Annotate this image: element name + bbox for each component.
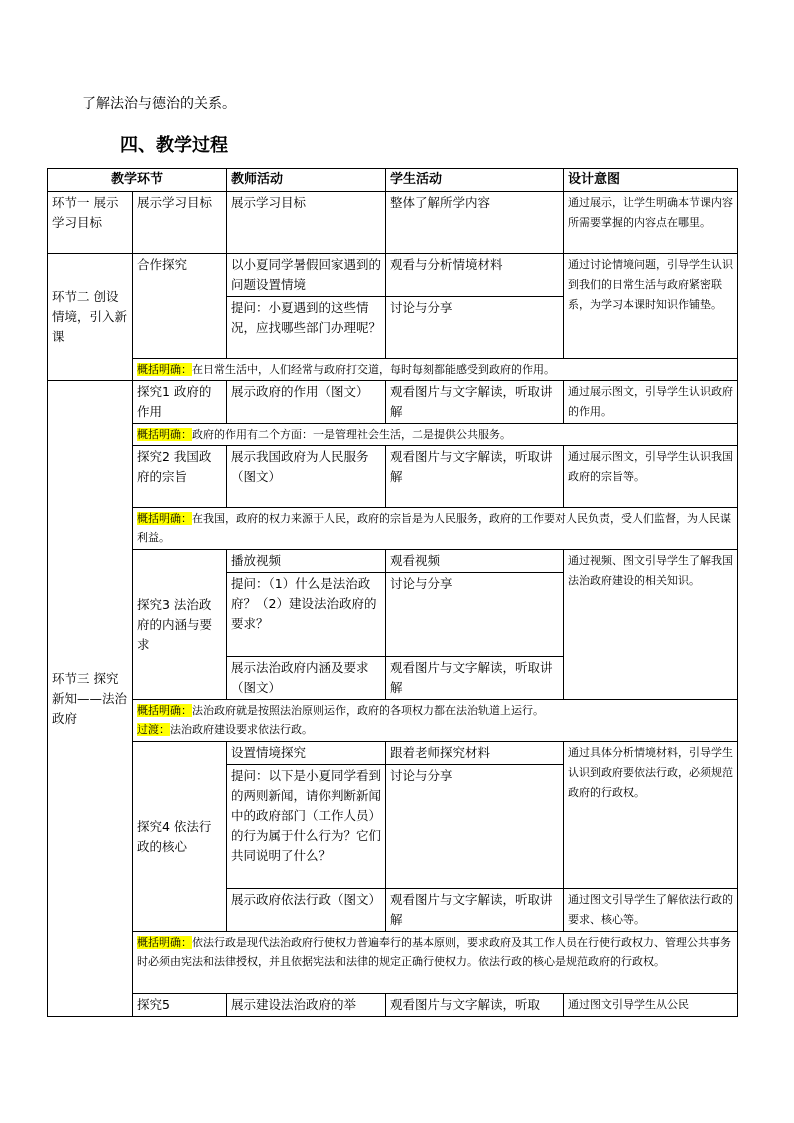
explore5-student: 观看图片与文字解读，听取	[386, 994, 564, 1017]
stage2-intent: 通过讨论情境问题，引导学生认识到我们的日常生活与政府紧密联系，为学习本课时知识作铺垫。	[564, 254, 738, 359]
explore3-intent: 通过视频、图文引导学生了解我国法治政府建设的相关知识。	[564, 550, 738, 700]
explore4-student-3: 观看图片与文字解读，听取讲解	[386, 889, 564, 932]
stage2-name: 环节二 创设情境，引入新课	[48, 254, 133, 381]
table-row	[48, 742, 738, 765]
table-row	[48, 359, 738, 381]
explore3-student-2: 讨论与分享	[386, 573, 564, 657]
explore2-student: 观看图片与文字解读，听取讲解	[386, 446, 564, 508]
explore2-teacher: 展示我国政府为人民服务（图文）	[227, 446, 386, 508]
header-intent: 设计意图	[564, 169, 738, 192]
stage2-sub: 合作探究	[133, 254, 227, 359]
summary-text: 在日常生活中，人们经常与政府打交道，每时每刻都能感受到政府的作用。	[192, 363, 555, 376]
explore4-student-2: 讨论与分享	[386, 765, 564, 889]
transition-label: 过渡：	[137, 723, 170, 736]
explore2-sub: 探究2 我国政府的宗旨	[133, 446, 227, 508]
header-stage: 教学环节	[48, 169, 227, 192]
transition-text: 法治政府建设要求依法行政。	[170, 723, 313, 736]
explore1-sub: 探究1 政府的作用	[133, 381, 227, 424]
teaching-process-table	[47, 168, 738, 1017]
intro-line: 了解法治与德治的关系。	[82, 96, 236, 112]
explore3-summary	[133, 700, 738, 742]
stage1-teacher: 展示学习目标	[227, 192, 386, 254]
summary-label: 概括明确：	[137, 704, 192, 717]
stage1-intent: 通过展示，让学生明确本节课内容所需要掌握的内容点在哪里。	[564, 192, 738, 254]
stage2-summary	[133, 359, 738, 381]
header-student: 学生活动	[386, 169, 564, 192]
table-row	[48, 254, 738, 297]
summary-label: 概括明确：	[137, 428, 192, 441]
explore1-student: 观看图片与文字解读，听取讲解	[386, 381, 564, 424]
explore4-teacher-3: 展示政府依法行政（图文）	[227, 889, 386, 932]
summary-label: 概括明确：	[137, 512, 192, 525]
explore1-summary	[133, 424, 738, 446]
table-header-row	[48, 169, 738, 192]
table-row	[48, 192, 738, 254]
stage1-student: 整体了解所学内容	[386, 192, 564, 254]
table-row	[48, 424, 738, 446]
stage2-student-2: 讨论与分享	[386, 297, 564, 359]
explore5-teacher: 展示建设法治政府的举	[227, 994, 386, 1017]
explore2-intent: 通过展示图文，引导学生认识我国政府的宗旨等。	[564, 446, 738, 508]
explore3-teacher-1: 播放视频	[227, 550, 386, 573]
table-row	[48, 994, 738, 1017]
summary-label: 概括明确：	[137, 936, 192, 949]
explore5-sub: 探究5	[133, 994, 227, 1017]
stage2-teacher-2: 提问：小夏遇到的这些情况，应找哪些部门办理呢？	[227, 297, 386, 359]
summary-label: 概括明确：	[137, 363, 192, 376]
stage2-student-1: 观看与分析情境材料	[386, 254, 564, 297]
summary-text: 政府的作用有二个方面：一是管理社会生活，二是提供公共服务。	[192, 428, 511, 441]
table-row	[48, 932, 738, 994]
header-teacher: 教师活动	[227, 169, 386, 192]
explore1-intent: 通过展示图文，引导学生认识政府的作用。	[564, 381, 738, 424]
explore2-summary	[133, 508, 738, 550]
explore4-intent-2: 通过图文引导学生了解依法行政的要求、核心等。	[564, 889, 738, 932]
table-row	[48, 550, 738, 573]
explore1-teacher: 展示政府的作用（图文）	[227, 381, 386, 424]
table-row	[48, 446, 738, 508]
explore3-sub: 探究3 法治政府的内涵与要求	[133, 550, 227, 700]
stage3-name: 环节三 探究新知——法治政府	[48, 381, 133, 1017]
stage1-name: 环节一 展示学习目标	[48, 192, 133, 254]
summary-text: 法治政府就是按照法治原则运作，政府的各项权力都在法治轨道上运行。	[192, 704, 544, 717]
explore3-student-3: 观看图片与文字解读，听取讲解	[386, 657, 564, 700]
explore3-teacher-2: 提问：（1）什么是法治政府？（2）建设法治政府的要求？	[227, 573, 386, 657]
explore4-teacher-2: 提问：以下是小夏同学看到的两则新闻，请你判断新闻中的政府部门（工作人员）的行为属于什么行为？它们共同说明了什么？	[227, 765, 386, 889]
explore4-student-1: 跟着老师探究材料	[386, 742, 564, 765]
explore4-sub: 探究4 依法行政的核心	[133, 742, 227, 932]
explore3-teacher-3: 展示法治政府内涵及要求（图文）	[227, 657, 386, 700]
summary-text: 依法行政是现代法治政府行使权力普遍奉行的基本原则，要求政府及其工作人员在行使行政权力、管理公共事务时必须由宪法和法律授权，并且依据宪法和法律的规定正确行使权力。依法行政的核心是规范政府的行政权。	[137, 936, 731, 968]
explore5-intent: 通过图文引导学生从公民	[564, 994, 738, 1017]
stage1-sub: 展示学习目标	[133, 192, 227, 254]
table-row	[48, 508, 738, 550]
explore4-summary	[133, 932, 738, 994]
table-row	[48, 700, 738, 742]
stage2-teacher-1: 以小夏同学暑假回家遇到的问题设置情境	[227, 254, 386, 297]
explore4-teacher-1: 设置情境探究	[227, 742, 386, 765]
explore4-intent-1: 通过具体分析情境材料，引导学生认识到政府要依法行政，必须规范政府的行政权。	[564, 742, 738, 889]
summary-text: 在我国，政府的权力来源于人民，政府的宗旨是为人民服务，政府的工作要对人民负责，受人们监督，为人民谋利益。	[137, 512, 731, 544]
table-row	[48, 381, 738, 424]
section-heading: 四、教学过程	[120, 135, 228, 156]
explore3-student-1: 观看视频	[386, 550, 564, 573]
